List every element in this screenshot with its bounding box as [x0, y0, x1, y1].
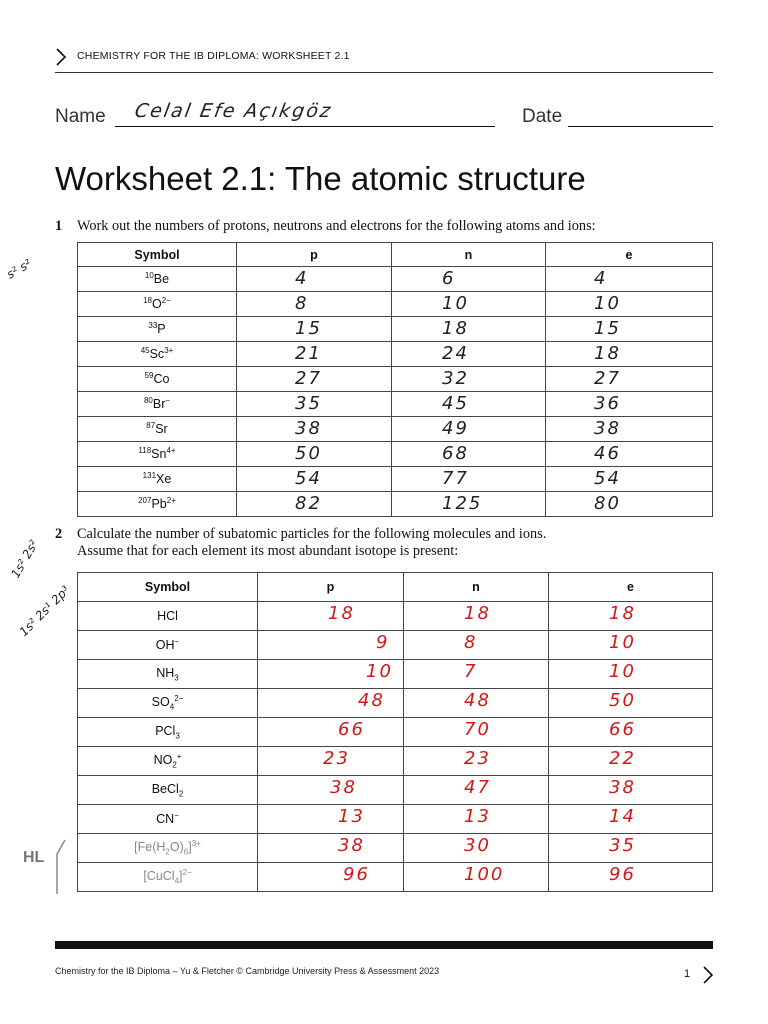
- page-number: 1: [684, 968, 691, 980]
- element-symbol: Co: [153, 372, 170, 387]
- formula-part: BeCl: [151, 781, 179, 796]
- formula-cell: [78, 718, 258, 747]
- mass-number: 118: [138, 446, 152, 456]
- answer-cell-n: [404, 776, 549, 805]
- formula-cell: [78, 689, 258, 718]
- answer-n: 13: [464, 806, 491, 827]
- table-row: [78, 417, 713, 442]
- answer-cell-e: [546, 467, 713, 492]
- col-header-symbol: Symbol: [78, 243, 237, 267]
- answer-e: 15: [594, 318, 621, 339]
- answer-e: 10: [594, 293, 621, 314]
- answer-e: 35: [609, 835, 636, 856]
- answer-p: 48: [358, 690, 385, 711]
- answer-p: 18: [328, 603, 355, 624]
- element-symbol: Sn: [151, 447, 167, 462]
- mass-number: 10: [144, 271, 154, 281]
- table-row: [78, 834, 713, 863]
- answer-e: 14: [609, 806, 636, 827]
- hl-label: HL: [23, 849, 45, 866]
- answer-cell-e: [546, 342, 713, 367]
- answer-cell-e: [549, 602, 713, 631]
- answer-cell-e: [549, 834, 713, 863]
- table-row: [78, 367, 713, 392]
- table-row: [78, 660, 713, 689]
- formula-part: O): [169, 840, 184, 855]
- formula-part: 3+: [191, 839, 201, 849]
- answer-cell-p: [237, 317, 392, 342]
- element-symbol: Pb: [151, 497, 167, 512]
- answer-n: 125: [442, 493, 483, 514]
- page-header: [55, 46, 713, 73]
- formula-part: OH: [155, 638, 175, 653]
- symbol-cell: [78, 467, 237, 492]
- answer-cell-e: [546, 267, 713, 292]
- answer-e: 96: [609, 864, 636, 885]
- col-header-symbol: Symbol: [78, 573, 258, 602]
- answer-cell-p: [258, 805, 404, 834]
- student-name: Celal Efe Açıkgöz: [133, 100, 334, 122]
- element-symbol: O: [152, 297, 162, 312]
- mass-number: 33: [148, 321, 158, 331]
- symbol-cell: [78, 342, 237, 367]
- formula-part: NO: [153, 753, 173, 768]
- answer-cell-n: [392, 467, 546, 492]
- answer-cell-p: [237, 367, 392, 392]
- answer-cell-n: [392, 392, 546, 417]
- answer-p: 66: [338, 719, 365, 740]
- element-symbol: P: [157, 322, 166, 337]
- answer-cell-n: [392, 417, 546, 442]
- answer-n: 18: [464, 603, 491, 624]
- answer-e: 54: [594, 468, 621, 489]
- symbol-cell: [78, 267, 237, 292]
- table-row: [78, 292, 713, 317]
- table-molecules: [77, 572, 713, 892]
- answer-e: 38: [594, 418, 621, 439]
- formula-part: ]: [188, 840, 192, 855]
- formula-part: PCl: [155, 723, 176, 738]
- answer-e: 27: [594, 368, 621, 389]
- question-2-text-line2: Assume that for each element its most abundant isotope is present:: [77, 543, 459, 559]
- col-header-e: e: [546, 243, 713, 267]
- answer-p: 9: [376, 632, 390, 653]
- formula-part: 2: [172, 760, 177, 770]
- formula-part: −: [174, 811, 179, 821]
- answer-n: 23: [464, 748, 491, 769]
- hl-bracket-icon: [55, 838, 69, 894]
- table-row: [78, 805, 713, 834]
- table-row: [78, 492, 713, 517]
- answer-cell-n: [392, 367, 546, 392]
- question-1-text: Work out the numbers of protons, neutrons and electrons for the following atoms and ions:: [77, 218, 596, 234]
- answer-n: 68: [442, 443, 469, 464]
- answer-cell-p: [237, 467, 392, 492]
- table-row: [78, 342, 713, 367]
- formula-part: [CuCl: [143, 869, 175, 884]
- answer-cell-e: [549, 660, 713, 689]
- margin-note-2: 1s² 2s²: [8, 537, 41, 581]
- name-date-row: [55, 100, 715, 130]
- answer-cell-n: [392, 492, 546, 517]
- question-2-text-line1: Calculate the number of subatomic particles for the following molecules and ions.: [77, 526, 547, 542]
- charge: 4+: [166, 446, 176, 456]
- mass-number: 131: [142, 471, 157, 481]
- answer-e: 10: [609, 661, 636, 682]
- table-header-row: [78, 243, 713, 267]
- answer-cell-e: [546, 292, 713, 317]
- answer-n: 77: [442, 468, 469, 489]
- formula-part: HCl: [157, 609, 178, 623]
- answer-cell-e: [546, 367, 713, 392]
- answer-n: 30: [464, 835, 491, 856]
- element-symbol: Be: [153, 272, 170, 287]
- formula-part: SO: [151, 695, 170, 710]
- answer-cell-p: [258, 689, 404, 718]
- table-row: [78, 863, 713, 892]
- answer-n: 10: [442, 293, 469, 314]
- answer-p: 38: [338, 835, 365, 856]
- answer-p: 38: [330, 777, 357, 798]
- answer-cell-p: [258, 718, 404, 747]
- charge: 3+: [164, 346, 174, 356]
- answer-cell-e: [549, 631, 713, 660]
- charge: 2+: [166, 496, 176, 506]
- answer-p: 50: [295, 443, 322, 464]
- answer-cell-n: [404, 660, 549, 689]
- answer-n: 24: [442, 343, 469, 364]
- name-line: [115, 126, 495, 127]
- formula-part: +: [176, 752, 182, 762]
- answer-p: 27: [295, 368, 322, 389]
- answer-p: 23: [323, 748, 350, 769]
- formula-cell: [78, 747, 258, 776]
- charge: 2−: [161, 296, 171, 306]
- formula-cell: [78, 863, 258, 892]
- answer-e: 46: [594, 443, 621, 464]
- element-symbol: Sr: [155, 422, 168, 437]
- answer-cell-p: [258, 776, 404, 805]
- answer-n: 18: [442, 318, 469, 339]
- answer-cell-n: [404, 834, 549, 863]
- answer-cell-p: [237, 417, 392, 442]
- table-row: [78, 718, 713, 747]
- answer-cell-n: [404, 747, 549, 776]
- formula-part: 2: [178, 789, 184, 799]
- table-row: [78, 442, 713, 467]
- col-header-p: p: [237, 243, 392, 267]
- table-row: [78, 467, 713, 492]
- formula-part: −: [174, 637, 180, 647]
- formula-part: 4: [169, 702, 175, 712]
- formula-part: 2: [165, 847, 170, 857]
- answer-e: 66: [609, 719, 636, 740]
- col-header-p: p: [258, 573, 404, 602]
- answer-p: 54: [295, 468, 322, 489]
- table-row: [78, 631, 713, 660]
- answer-cell-p: [258, 660, 404, 689]
- answer-cell-p: [237, 392, 392, 417]
- answer-p: 13: [338, 806, 365, 827]
- header-title: CHEMISTRY FOR THE IB DIPLOMA: WORKSHEET 2.1: [77, 50, 350, 62]
- answer-cell-e: [546, 417, 713, 442]
- answer-n: 49: [442, 418, 469, 439]
- mass-number: 80: [143, 396, 153, 406]
- answer-cell-n: [392, 442, 546, 467]
- element-symbol: Xe: [156, 472, 172, 487]
- footer-bar: [55, 941, 713, 949]
- formula-part: 2−: [182, 868, 192, 878]
- mass-number: 87: [146, 421, 156, 431]
- answer-p: 8: [295, 293, 309, 314]
- answer-cell-n: [404, 863, 549, 892]
- answer-cell-p: [237, 342, 392, 367]
- answer-cell-e: [549, 863, 713, 892]
- formula-part: 3: [175, 731, 180, 741]
- col-header-n: n: [392, 243, 546, 267]
- formula-part: ]: [179, 869, 183, 884]
- table-row: [78, 317, 713, 342]
- next-page-icon[interactable]: [702, 965, 714, 985]
- answer-p: 21: [295, 343, 322, 364]
- answer-cell-e: [549, 718, 713, 747]
- margin-note-1: s² s²: [4, 256, 34, 282]
- margin-note-3: 1s² 2s¹ 2p³: [16, 583, 73, 639]
- charge: −: [165, 396, 171, 406]
- answer-cell-n: [404, 602, 549, 631]
- answer-cell-e: [546, 317, 713, 342]
- table-row: [78, 267, 713, 292]
- formula-part: 3: [174, 673, 179, 683]
- answer-e: 80: [594, 493, 621, 514]
- answer-e: 38: [609, 777, 636, 798]
- answer-cell-p: [237, 442, 392, 467]
- table-row: [78, 602, 713, 631]
- answer-e: 22: [609, 748, 636, 769]
- date-line: [568, 126, 713, 127]
- answer-p: 10: [366, 661, 393, 682]
- answer-p: 35: [295, 393, 322, 414]
- table-row: [78, 776, 713, 805]
- chevron-right-icon: [55, 47, 67, 67]
- answer-cell-n: [404, 805, 549, 834]
- formula-part: CN: [156, 812, 175, 827]
- mass-number: 18: [143, 296, 153, 306]
- symbol-cell: [78, 417, 237, 442]
- answer-n: 48: [464, 690, 491, 711]
- answer-n: 6: [442, 268, 456, 289]
- answer-cell-n: [392, 267, 546, 292]
- answer-cell-n: [392, 342, 546, 367]
- answer-cell-e: [546, 492, 713, 517]
- answer-cell-n: [404, 631, 549, 660]
- answer-e: 18: [609, 603, 636, 624]
- answer-cell-p: [237, 292, 392, 317]
- answer-p: 82: [295, 493, 322, 514]
- answer-cell-p: [258, 747, 404, 776]
- formula-part: [Fe(H: [134, 840, 166, 855]
- formula-part: 4: [174, 876, 180, 886]
- answer-p: 96: [343, 864, 370, 885]
- answer-e: 36: [594, 393, 621, 414]
- table-header-row: [78, 573, 713, 602]
- formula-cell: [78, 660, 258, 689]
- answer-p: 15: [295, 318, 322, 339]
- answer-cell-n: [392, 317, 546, 342]
- answer-cell-p: [237, 267, 392, 292]
- element-symbol: Br: [152, 397, 166, 412]
- answer-n: 70: [464, 719, 491, 740]
- mass-number: 45: [140, 346, 150, 356]
- answer-n: 100: [464, 864, 505, 885]
- answer-n: 45: [442, 393, 469, 414]
- answer-cell-p: [258, 834, 404, 863]
- answer-cell-p: [237, 492, 392, 517]
- formula-cell: [78, 631, 258, 660]
- footer-text: Chemistry for the IB Diploma – Yu & Fletcher © Cambridge University Press & Assessment 2023: [55, 966, 440, 976]
- answer-e: 50: [609, 690, 636, 711]
- formula-cell: [78, 805, 258, 834]
- symbol-cell: [78, 442, 237, 467]
- formula-cell: [78, 834, 258, 863]
- symbol-cell: [78, 292, 237, 317]
- answer-p: 38: [295, 418, 322, 439]
- element-symbol: Sc: [149, 347, 165, 362]
- formula-cell: [78, 776, 258, 805]
- col-header-n: n: [404, 573, 549, 602]
- symbol-cell: [78, 367, 237, 392]
- answer-e: 18: [594, 343, 621, 364]
- question-2-number: 2: [55, 526, 63, 542]
- symbol-cell: [78, 492, 237, 517]
- answer-n: 32: [442, 368, 469, 389]
- table-atoms: [77, 242, 713, 517]
- answer-n: 47: [464, 777, 491, 798]
- formula-part: 6: [183, 847, 189, 857]
- symbol-cell: [78, 392, 237, 417]
- formula-part: 2−: [174, 694, 184, 704]
- answer-cell-e: [549, 747, 713, 776]
- table-row: [78, 392, 713, 417]
- answer-cell-e: [549, 805, 713, 834]
- table-row: [78, 747, 713, 776]
- answer-e: 10: [609, 632, 636, 653]
- page-title: Worksheet 2.1: The atomic structure: [55, 160, 586, 197]
- answer-e: 4: [594, 268, 608, 289]
- table-row: [78, 689, 713, 718]
- answer-cell-e: [546, 392, 713, 417]
- symbol-cell: [78, 317, 237, 342]
- date-label: Date: [522, 106, 563, 127]
- answer-cell-e: [549, 776, 713, 805]
- answer-cell-n: [392, 292, 546, 317]
- answer-cell-n: [404, 718, 549, 747]
- mass-number: 207: [138, 496, 152, 506]
- answer-cell-e: [549, 689, 713, 718]
- answer-cell-n: [404, 689, 549, 718]
- answer-cell-e: [546, 442, 713, 467]
- formula-cell: [78, 602, 258, 631]
- formula-part: NH: [156, 665, 175, 680]
- answer-cell-p: [258, 602, 404, 631]
- answer-cell-p: [258, 631, 404, 660]
- answer-cell-p: [258, 863, 404, 892]
- mass-number: 59: [144, 371, 154, 381]
- answer-n: 7: [464, 661, 478, 682]
- col-header-e: e: [549, 573, 713, 602]
- answer-p: 4: [295, 268, 309, 289]
- name-label: Name: [55, 106, 106, 127]
- question-1-number: 1: [55, 218, 63, 234]
- answer-n: 8: [464, 632, 478, 653]
